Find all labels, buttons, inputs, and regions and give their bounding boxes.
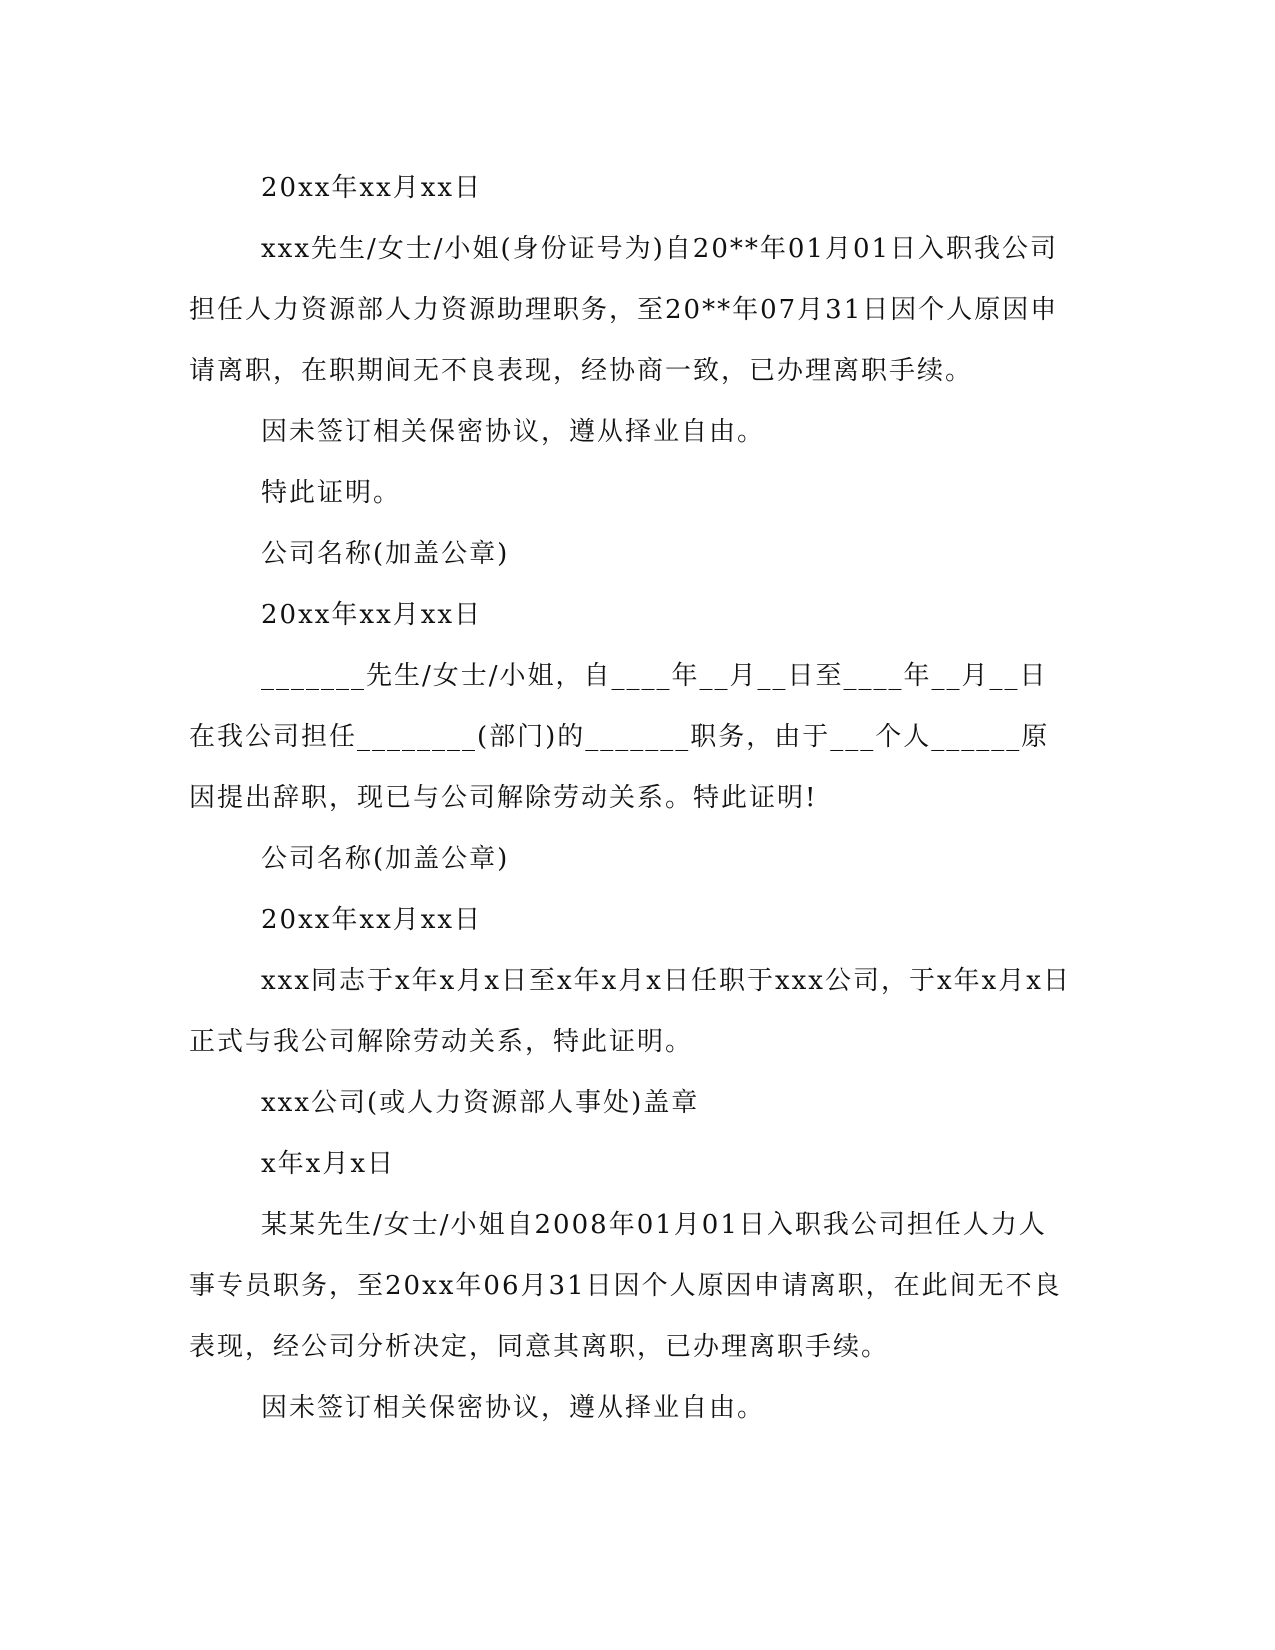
- date-line-4: x年x月x日: [261, 1149, 395, 1179]
- date-line-3: 20xx年xx月xx日: [261, 905, 483, 935]
- certificate-paragraph-3: xxx同志于x年x月x日至x年x月x日任职于xxx公司，于x年x月x日正式与我公司解除劳动关系，特此证明。: [189, 966, 1071, 1057]
- certificate-paragraph-2: _______先生/女士/小姐，自____年__月__日至____年__月__日在我公司担任________(部门)的_______职务，由于___个人______原因提出辞职，现已与公司解除劳动关系。特此证明!: [189, 661, 1050, 813]
- date-line-2: 20xx年xx月xx日: [261, 600, 483, 630]
- company-seal-line-3: xxx公司(或人力资源部人事处)盖章: [261, 1088, 700, 1118]
- date-line-1: 20xx年xx月xx日: [261, 173, 483, 203]
- hereby-certify-1: 特此证明。: [261, 478, 402, 508]
- certificate-paragraph-4: 某某先生/女士/小姐自2008年01月01日入职我公司担任人力人事专员职务，至20xx年06月31日因个人原因申请离职，在此间无不良表现，经公司分析决定，同意其离职，已办理离职手续。: [189, 1210, 1062, 1362]
- confidentiality-note-2: 因未签订相关保密协议，遵从择业自由。: [261, 1393, 766, 1423]
- certificate-paragraph-1: xxx先生/女士/小姐(身份证号为)自20**年01月01日入职我公司担任人力资源部人力资源助理职务，至20**年07月31日因个人原因申请离职，在职期间无不良表现，经协商一致，已办理离职手续。: [189, 234, 1059, 386]
- confidentiality-note-1: 因未签订相关保密协议，遵从择业自由。: [261, 417, 766, 447]
- company-seal-line-1: 公司名称(加盖公章): [261, 539, 510, 569]
- company-seal-line-2: 公司名称(加盖公章): [261, 844, 510, 874]
- document-body: [189, 158, 1074, 1439]
